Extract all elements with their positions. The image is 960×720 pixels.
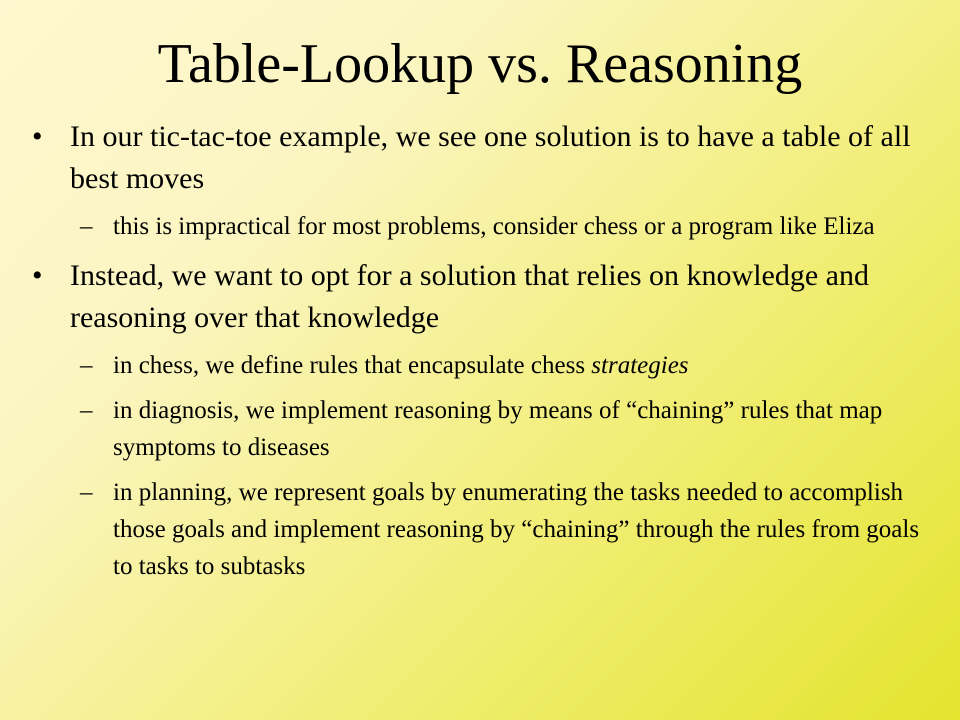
sub-bullet-text: this is impractical for most problems, consider chess or a program like Eliza xyxy=(113,213,875,240)
sub-bullet-text: in chess, we define rules that encapsulate chess xyxy=(113,352,592,379)
bullet-text: In our tic-tac-toe example, we see one solution is to have a table of all best moves xyxy=(70,120,911,195)
bullet-item xyxy=(0,255,960,339)
sub-bullet-item xyxy=(0,392,960,466)
bullet-item xyxy=(0,116,960,200)
bullet-marker: • xyxy=(32,259,43,292)
sub-bullet-marker: – xyxy=(80,397,93,424)
sub-bullet-item xyxy=(0,474,960,585)
sub-bullet-text: in planning, we represent goals by enumerating the tasks needed to accomplish those goals and implement reasoning by “chaining” through the rules from goals to tasks to subtasks xyxy=(113,479,920,580)
sub-bullet-item xyxy=(0,208,960,245)
slide-body xyxy=(0,116,960,585)
sub-bullet-text: in diagnosis, we implement reasoning by means of “chaining” rules that map symptoms to diseases xyxy=(113,397,883,461)
sub-bullet-item xyxy=(0,347,960,384)
sub-bullet-marker: – xyxy=(80,479,93,506)
bullet-text: Instead, we want to opt for a solution that relies on knowledge and reasoning over that knowledge xyxy=(70,259,869,334)
sub-bullet-marker: – xyxy=(80,352,93,379)
emphasized-word: strategies xyxy=(591,352,689,379)
bullet-marker: • xyxy=(32,120,43,153)
slide-title: Table-Lookup vs. Reasoning xyxy=(157,33,803,95)
sub-bullet-marker: – xyxy=(80,213,93,240)
